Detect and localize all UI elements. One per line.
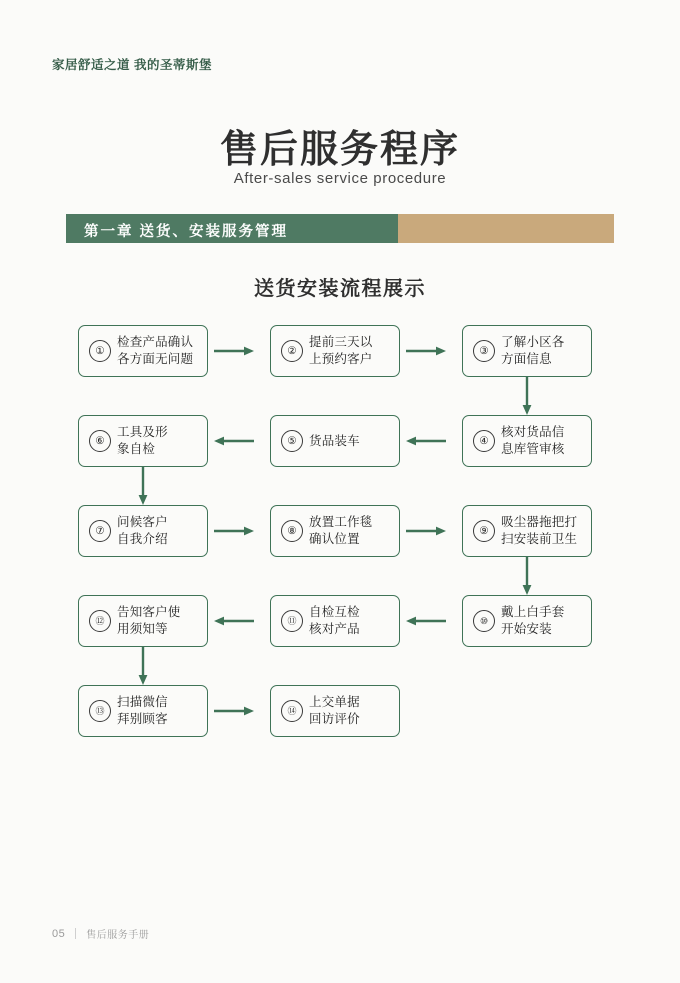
flow-node-6-label: [117, 424, 168, 458]
section-title: 送货安装流程展示: [254, 278, 426, 300]
arrow-5-to-6: [214, 436, 254, 446]
flow-node-3-label: [501, 334, 565, 368]
flow-node-1-line1: 检查产品确认: [117, 335, 194, 350]
flow-node-12-number: ⑫: [89, 610, 111, 632]
arrow-6-to-7: [138, 467, 148, 497]
flow-node-9-number: ⑨: [473, 520, 495, 542]
flow-node-10-line1: 戴上白手套: [501, 605, 565, 620]
flow-node-12-label: [117, 604, 181, 638]
flow-node-11-label: [309, 604, 360, 638]
arrow-3-to-4: [522, 377, 532, 407]
flow-node-4: [462, 415, 592, 467]
flow-node-2: [270, 325, 400, 377]
flow-node-4-label: [501, 424, 565, 458]
chapter-banner-tan: [398, 214, 614, 243]
flow-node-13-line1: 扫描微信: [117, 695, 168, 710]
flow-node-11-line2: 核对产品: [309, 622, 360, 636]
arrow-4-to-5: [406, 436, 446, 446]
arrow-11-to-12: [214, 616, 254, 626]
flow-node-14-label: [309, 694, 360, 728]
flow-node-8-line1: 放置工作毯: [309, 515, 373, 530]
page-subtitle: After-sales service procedure: [233, 170, 447, 187]
footer-divider: [75, 928, 76, 939]
flow-node-10-number: ⑩: [473, 610, 495, 632]
flow-node-11-line1: 自检互检: [309, 605, 360, 620]
arrow-13-to-14: [214, 706, 254, 716]
flow-node-12-line2: 用须知等: [117, 622, 168, 636]
flow-node-5-label: [309, 433, 360, 450]
flow-node-7-line2: 自我介绍: [117, 532, 168, 546]
flow-node-12-line1: 告知客户使: [117, 605, 181, 620]
flow-node-7-number: ⑦: [89, 520, 111, 542]
flow-node-7-label: [117, 514, 168, 548]
flow-node-14: [270, 685, 400, 737]
flow-node-7: [78, 505, 208, 557]
arrow-2-to-3: [406, 346, 446, 356]
flow-node-14-line1: 上交单据: [309, 695, 360, 710]
flow-node-12: [78, 595, 208, 647]
flow-node-7-line1: 问候客户: [117, 515, 168, 530]
brand-header: 家居舒适之道 我的圣蒂斯堡: [52, 58, 212, 72]
flow-node-3-line1: 了解小区各: [501, 335, 565, 350]
flow-node-4-line1: 核对货品信: [501, 425, 565, 440]
flow-node-2-line1: 提前三天以: [309, 335, 373, 350]
flow-node-3-number: ③: [473, 340, 495, 362]
flow-node-11-number: ⑪: [281, 610, 303, 632]
flow-node-4-number: ④: [473, 430, 495, 452]
flow-node-8-line2: 确认位置: [309, 532, 360, 546]
arrow-9-to-10: [522, 557, 532, 587]
flow-node-13: [78, 685, 208, 737]
arrow-10-to-11: [406, 616, 446, 626]
flow-node-3-line2: 方面信息: [501, 352, 552, 366]
arrow-8-to-9: [406, 526, 446, 536]
flow-node-9-line2: 扫安装前卫生: [501, 532, 578, 546]
flow-node-9-line1: 吸尘器拖把打: [501, 515, 578, 530]
arrow-1-to-2: [214, 346, 254, 356]
chapter-banner: [66, 214, 614, 243]
flow-node-10-line2: 开始安装: [501, 622, 552, 636]
flow-node-1-line2: 各方面无问题: [117, 352, 194, 366]
flow-node-2-label: [309, 334, 373, 368]
flow-node-3: [462, 325, 592, 377]
footer-doc-name: 售后服务手册: [86, 930, 150, 941]
page-title: 售后服务程序: [219, 129, 460, 171]
flow-node-11: [270, 595, 400, 647]
flow-node-4-line2: 息库管审核: [501, 442, 565, 456]
flow-node-10-label: [501, 604, 565, 638]
flow-node-14-line2: 回访评价: [309, 712, 360, 726]
flow-node-1-number: ①: [89, 340, 111, 362]
flow-node-9-label: [501, 514, 577, 548]
flow-node-8-label: [309, 514, 373, 548]
flow-node-6-number: ⑥: [89, 430, 111, 452]
flow-node-13-number: ⑬: [89, 700, 111, 722]
flow-node-5-line1: 货品装车: [309, 433, 360, 448]
flow-node-1-label: [117, 334, 193, 368]
flow-node-14-number: ⑭: [281, 700, 303, 722]
flow-node-6-line1: 工具及形: [117, 425, 168, 440]
arrow-12-to-13: [138, 647, 148, 677]
page-footer: [52, 926, 149, 941]
flow-node-9: [462, 505, 592, 557]
flow-node-1: [78, 325, 208, 377]
flow-node-5: [270, 415, 400, 467]
flow-node-13-label: [117, 694, 168, 728]
flow-node-2-number: ②: [281, 340, 303, 362]
flow-node-13-line2: 拜别顾客: [117, 712, 168, 726]
arrow-7-to-8: [214, 526, 254, 536]
chapter-label: 第一章 送货、安装服务管理: [84, 224, 289, 240]
footer-page-number: 05: [52, 927, 66, 940]
flow-node-8: [270, 505, 400, 557]
flow-node-8-number: ⑧: [281, 520, 303, 542]
flow-chart: [78, 325, 608, 745]
flow-node-6-line2: 象自检: [117, 442, 156, 456]
flow-node-6: [78, 415, 208, 467]
flow-node-2-line2: 上预约客户: [309, 352, 373, 366]
flow-node-10: [462, 595, 592, 647]
flow-node-5-number: ⑤: [281, 430, 303, 452]
